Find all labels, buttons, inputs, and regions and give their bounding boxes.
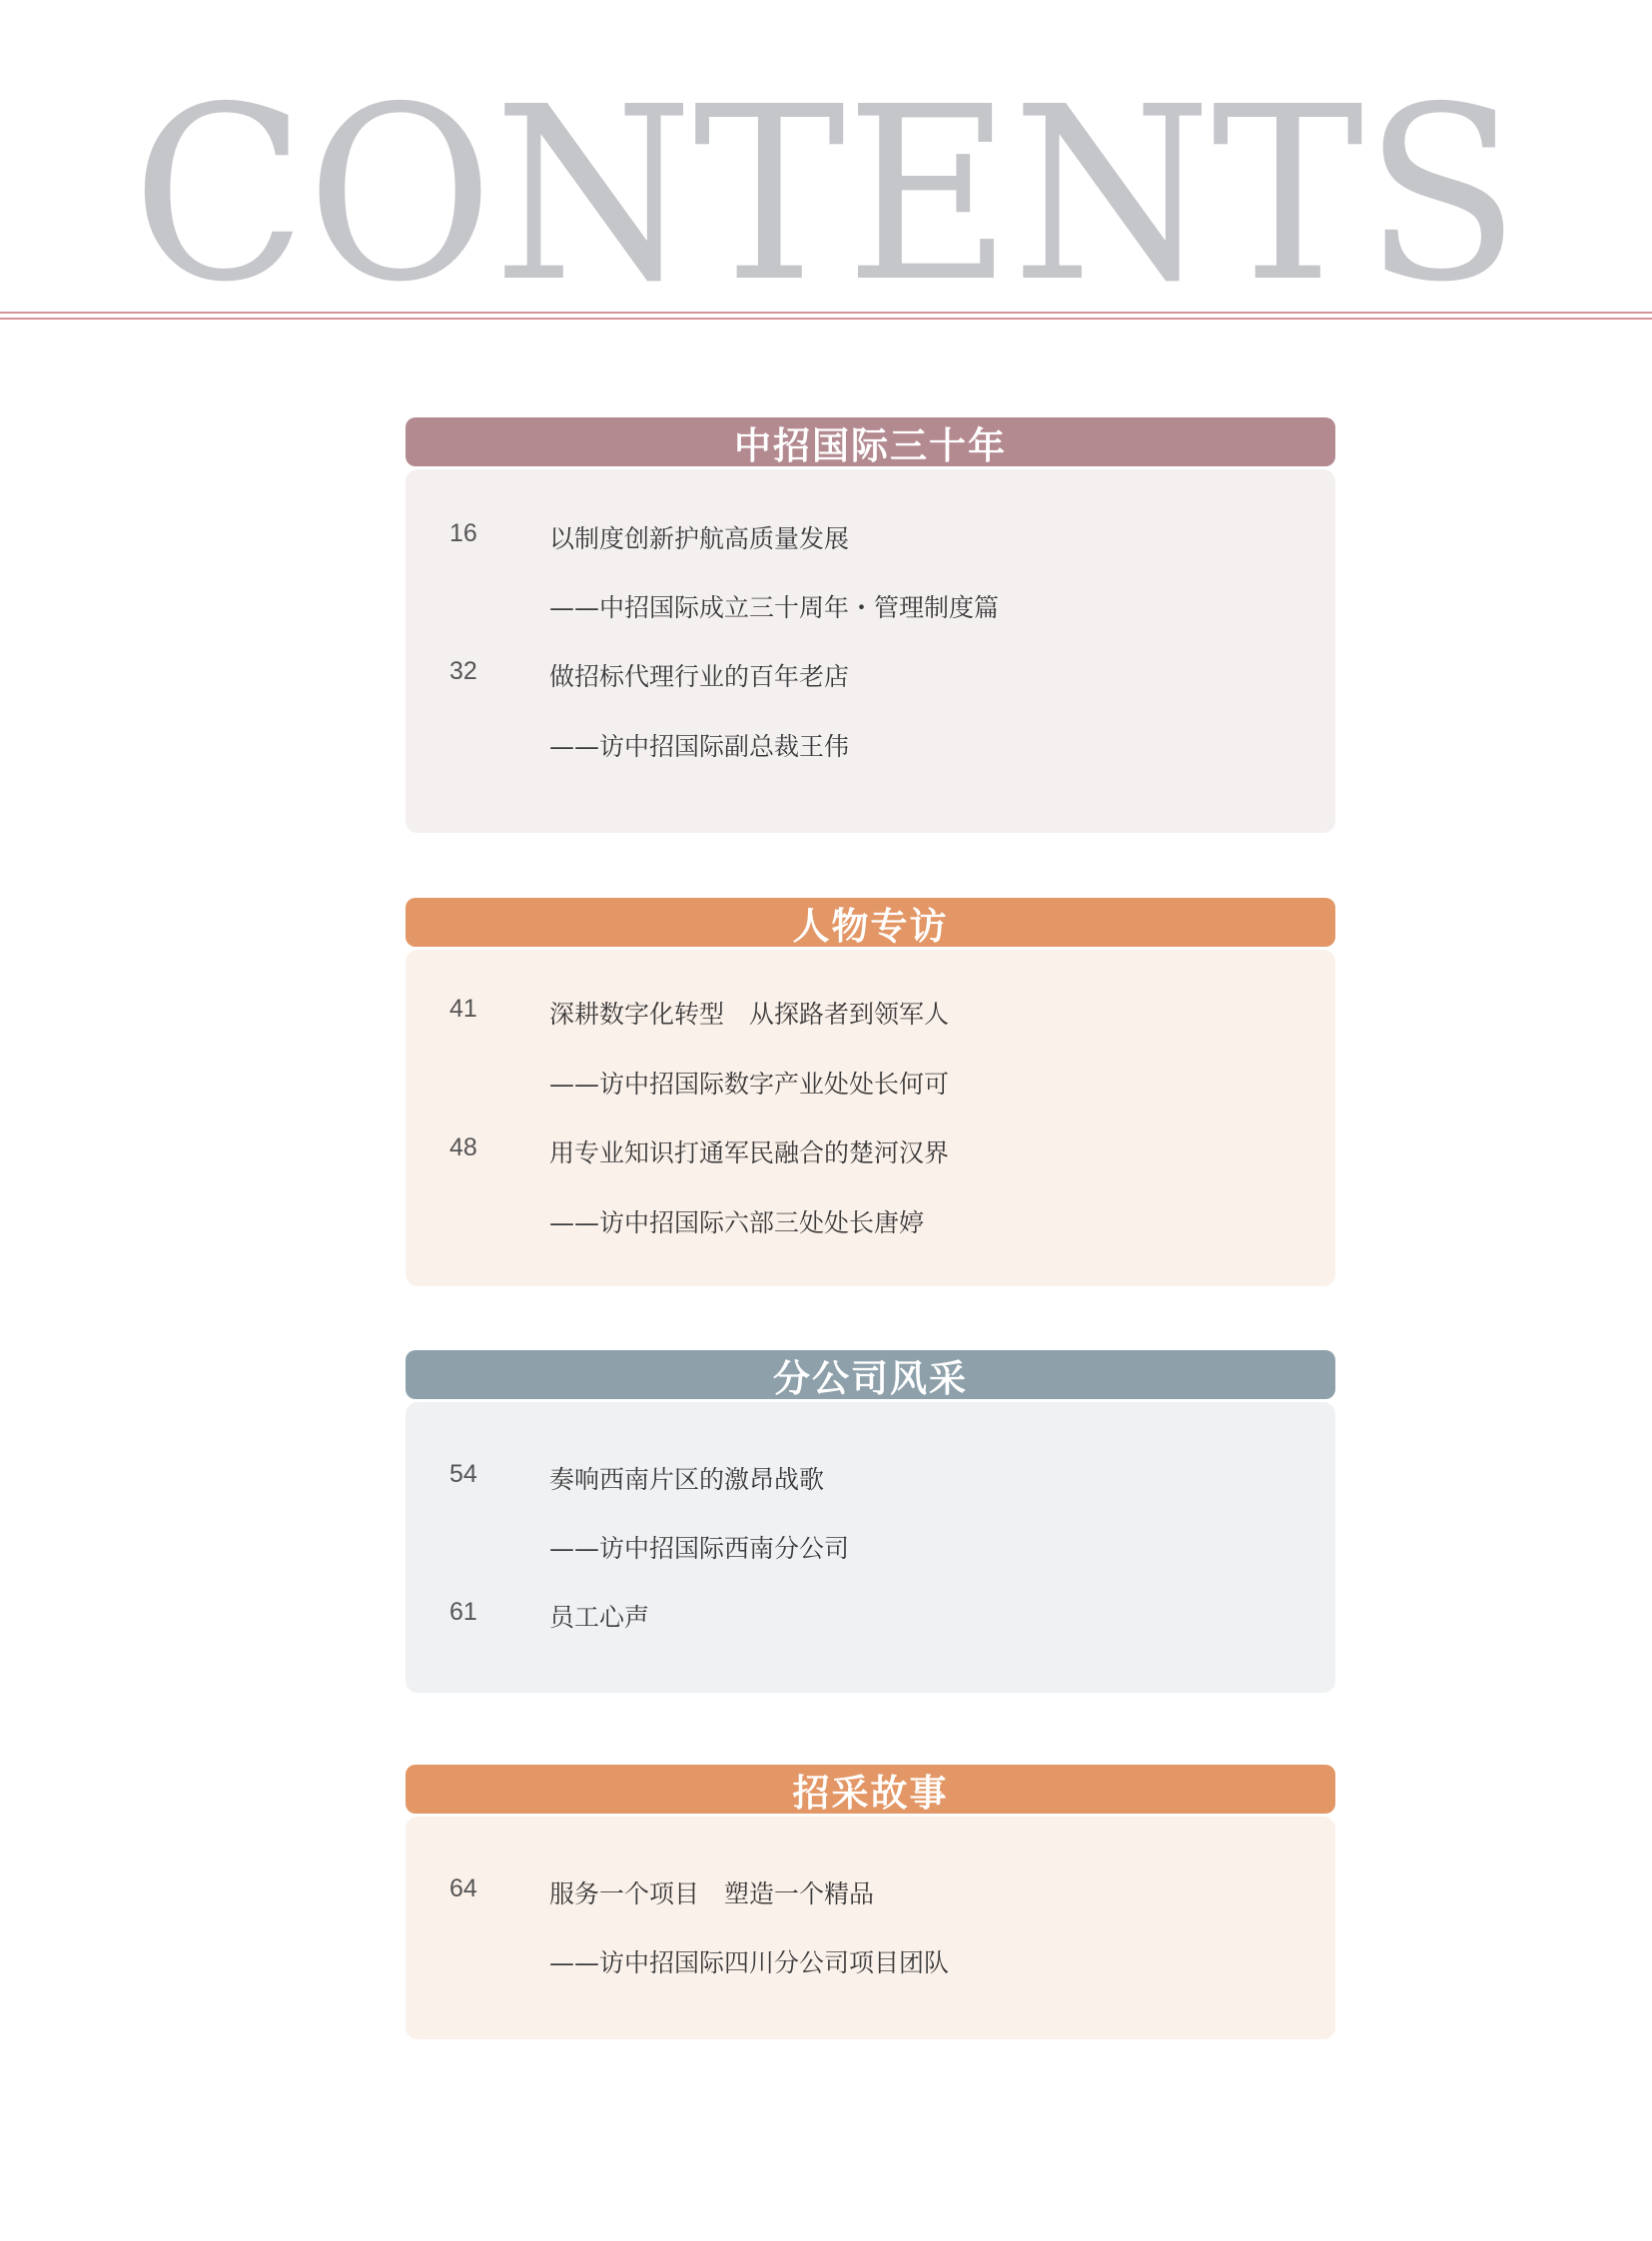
toc-title: 做招标代理行业的百年老店 [549,662,850,691]
toc-entry[interactable] [406,588,1335,628]
toc-entry[interactable] [406,1460,1335,1500]
toc-title: 奏响西南片区的激昂战歌 [549,1465,825,1494]
section-4-title: 招采故事 [792,1771,949,1815]
toc-page-number: 64 [449,1874,477,1902]
contents-heading-wrap [0,0,1652,300]
toc-subtitle: ——访中招国际副总裁王伟 [549,732,850,761]
toc-entry[interactable] [406,727,1335,767]
toc-entry[interactable] [406,995,1335,1035]
toc-entry[interactable] [406,1874,1335,1914]
toc-page-number: 32 [449,657,477,685]
section-4-body [406,1817,1335,2039]
header-rule-top [0,312,1652,314]
contents-heading-svg [0,0,1652,300]
toc-entry[interactable] [406,1065,1335,1105]
toc-page-number: 54 [449,1460,477,1488]
toc-title: 用专业知识打通军民融合的楚河汉界 [549,1138,950,1167]
toc-title: 员工心声 [549,1603,650,1632]
section-1-title: 中招国际三十年 [734,423,1007,467]
toc-page-number: 61 [449,1598,477,1626]
toc-subtitle: ——访中招国际六部三处处长唐婷 [549,1208,925,1237]
section-4-header [406,1765,1335,1814]
toc-entry[interactable] [406,657,1335,697]
toc-title: 服务一个项目 塑造一个精品 [549,1879,875,1908]
toc-subtitle: ——访中招国际数字产业处处长何可 [549,1070,950,1099]
section-2-title: 人物专访 [792,904,949,948]
section-2-body [406,950,1335,1286]
toc-entry[interactable] [406,1598,1335,1638]
toc-entry[interactable] [406,519,1335,559]
toc-title: 以制度创新护航高质量发展 [549,524,850,553]
section-2-header [406,898,1335,947]
section-1-body [406,469,1335,833]
contents-heading: CONTENTS [132,55,1520,300]
toc-subtitle: ——中招国际成立三十周年・管理制度篇 [549,593,1000,622]
section-3-header [406,1350,1335,1399]
toc-subtitle: ——访中招国际西南分公司 [549,1534,850,1563]
section-3-body [406,1402,1335,1693]
section-3-title: 分公司风采 [773,1356,968,1400]
toc-entry[interactable] [406,1133,1335,1173]
section-1-header [406,417,1335,466]
toc-page-number: 41 [449,995,477,1023]
header-rule-bottom [0,318,1652,320]
toc-entry[interactable] [406,1943,1335,1983]
toc-entry[interactable] [406,1529,1335,1569]
toc-page-number: 16 [449,519,477,547]
toc-page-number: 48 [449,1133,477,1161]
toc-title: 深耕数字化转型 从探路者到领军人 [549,1000,950,1029]
toc-entry[interactable] [406,1203,1335,1243]
toc-subtitle: ——访中招国际四川分公司项目团队 [549,1948,950,1977]
